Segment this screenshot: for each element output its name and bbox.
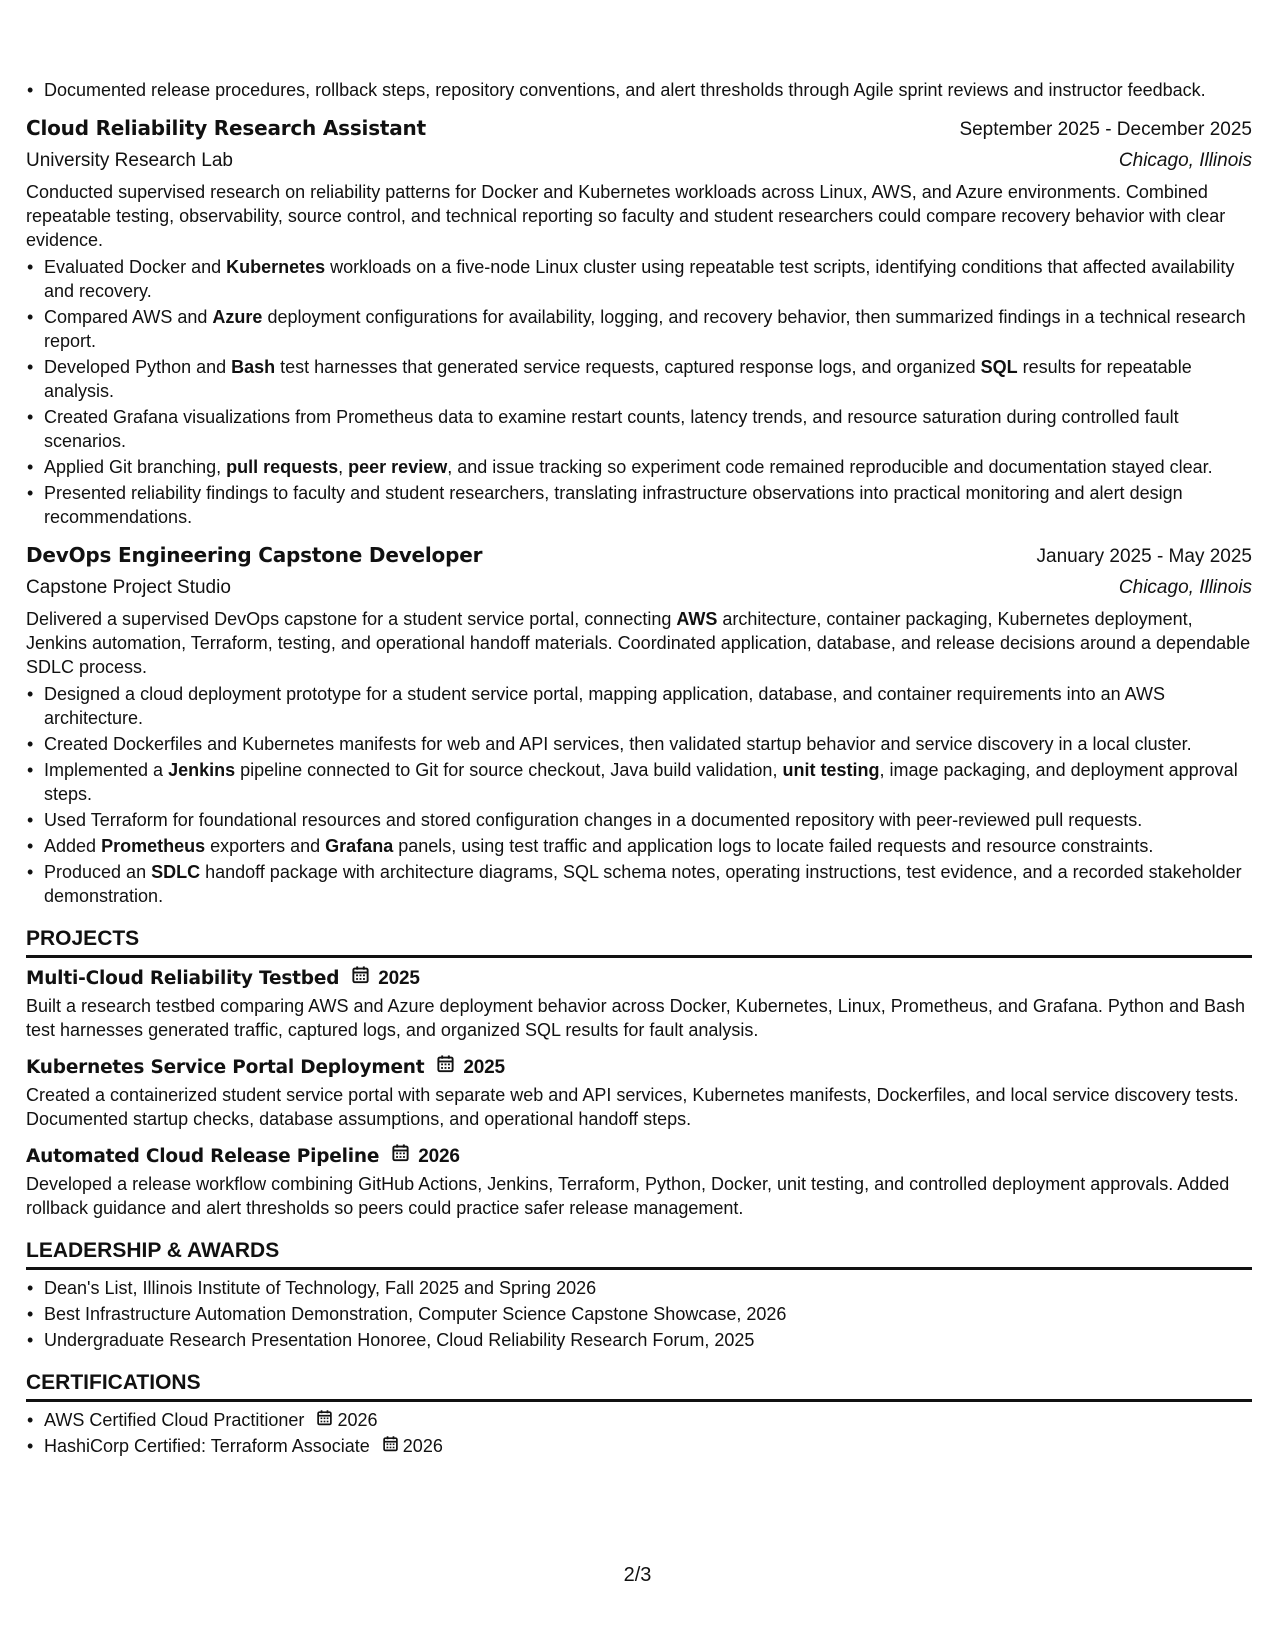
certification-item bbox=[26, 1408, 1252, 1432]
experience-continued-bullets bbox=[26, 78, 1252, 102]
bullet-item: • Evaluated Docker and Kubernetes workloads on a five-node Linux cluster using repeatable test scripts, identifying conditions that affected availability and recovery. bbox=[26, 255, 1252, 303]
project-year: 2025 bbox=[378, 968, 420, 989]
bullet-item: • Presented reliability findings to faculty and student researchers, translating infrastructure observations into practical monitoring and alert design recommendations. bbox=[26, 481, 1252, 529]
emphasized-term: Kubernetes bbox=[226, 257, 326, 277]
certification-name: HashiCorp Certified: Terraform Associate bbox=[44, 1436, 370, 1456]
bullet-item: • Used Terraform for foundational resources and stored configuration changes in a documented repository with peer-reviewed pull requests. bbox=[26, 808, 1252, 832]
project-year: 2026 bbox=[418, 1146, 460, 1167]
emphasized-term: AWS bbox=[676, 609, 718, 629]
job-bullets bbox=[26, 682, 1252, 908]
certification-year: 2026 bbox=[337, 1410, 378, 1430]
job-summary: Conducted supervised research on reliability patterns for Docker and Kubernetes workloads across Linux, AWS, and Azure environments. Combined repeatable testing, observability, source control, and technical reporting so faculty and student researchers could compare recovery behavior with clear evidence. bbox=[26, 182, 1226, 250]
resume-page bbox=[26, 78, 1252, 1460]
project-entry bbox=[26, 1053, 1252, 1131]
experience-list bbox=[26, 112, 1252, 908]
project-name: Automated Cloud Release Pipeline bbox=[26, 1146, 380, 1167]
bullet-item: • Produced an SDLC handoff package with architecture diagrams, SQL schema notes, operating instructions, test evidence, and a recorded stakeholder demonstration. bbox=[26, 860, 1252, 908]
job-bullets bbox=[26, 255, 1252, 529]
job-summary: Delivered a supervised DevOps capstone for a student service portal, connecting AWS architecture, container packaging, Kubernetes deployment, Jenkins automation, Terraform, testing, and operational handoff materials. Coordinated application, database, and release decisions around a dependable SDLC process. bbox=[26, 609, 1251, 677]
award-item: • Best Infrastructure Automation Demonstration, Computer Science Capstone Showcase, 2026 bbox=[26, 1302, 1252, 1326]
certification-year: 2026 bbox=[402, 1436, 443, 1456]
certification-name: AWS Certified Cloud Practitioner bbox=[44, 1410, 305, 1430]
project-description: Built a research testbed comparing AWS and Azure deployment behavior across Docker, Kubernetes, Linux, Prometheus, and Grafana. Python and Bash test harnesses generated traffic, captured logs, and organized SQL results for fault analysis. bbox=[26, 996, 1246, 1040]
bullet-item: • Documented release procedures, rollback steps, repository conventions, and alert thresholds through Agile sprint reviews and instructor feedback. bbox=[26, 78, 1252, 102]
emphasized-term: SQL bbox=[980, 357, 1018, 377]
award-item: • Undergraduate Research Presentation Honoree, Cloud Reliability Research Forum, 2025 bbox=[26, 1328, 1252, 1352]
job-dates: September 2025 - December 2025 bbox=[959, 119, 1252, 140]
job-entry bbox=[26, 112, 1252, 529]
job-subheader bbox=[26, 146, 1252, 176]
section-title: PROJECTS bbox=[26, 923, 1252, 958]
calendar-icon bbox=[382, 1434, 399, 1458]
job-header bbox=[26, 112, 1252, 146]
bullet-item: • Compared AWS and Azure deployment configurations for availability, logging, and recovery behavior, then summarized findings in a technical research report. bbox=[26, 305, 1252, 353]
certification-date bbox=[370, 1434, 443, 1458]
project-year: 2025 bbox=[463, 1057, 505, 1078]
bullet-item: • Applied Git branching, pull requests, peer review, and issue tracking so experiment code remained reproducible and documentation stayed clear. bbox=[26, 455, 1252, 479]
page-number: 2/3 bbox=[623, 1564, 652, 1586]
emphasized-term: pull requests bbox=[226, 457, 339, 477]
certification-item bbox=[26, 1434, 1252, 1458]
job-title: Cloud Reliability Research Assistant bbox=[26, 116, 426, 140]
certifications-section bbox=[26, 1367, 1252, 1458]
project-name: Multi-Cloud Reliability Testbed bbox=[26, 968, 340, 989]
bullet-item: • Created Dockerfiles and Kubernetes manifests for web and API services, then validated startup behavior and service discovery in a local cluster. bbox=[26, 732, 1252, 756]
calendar-icon bbox=[316, 1408, 333, 1432]
location: Chicago, Illinois bbox=[1118, 577, 1252, 598]
project-description: Created a containerized student service portal with separate web and API services, Kubernetes manifests, Dockerfiles, and local service discovery tests. Documented startup checks, database assumptions, and operational handoff steps. bbox=[26, 1085, 1239, 1129]
project-header bbox=[26, 1142, 1252, 1172]
bullet-item: • Implemented a Jenkins pipeline connected to Git for source checkout, Java build validation, unit testing, image packaging, and deployment approval steps. bbox=[26, 758, 1252, 806]
job-header bbox=[26, 539, 1252, 573]
project-list bbox=[26, 964, 1252, 1220]
location: Chicago, Illinois bbox=[1118, 150, 1252, 171]
project-name: Kubernetes Service Portal Deployment bbox=[26, 1057, 425, 1078]
leadership-section bbox=[26, 1235, 1252, 1352]
project-entry bbox=[26, 964, 1252, 1042]
emphasized-term: unit testing bbox=[782, 760, 880, 780]
emphasized-term: Bash bbox=[231, 357, 276, 377]
project-header bbox=[26, 964, 1252, 994]
projects-section bbox=[26, 923, 1252, 1220]
section-title: LEADERSHIP & AWARDS bbox=[26, 1235, 1252, 1270]
emphasized-term: peer review bbox=[348, 457, 448, 477]
job-dates: January 2025 - May 2025 bbox=[1036, 546, 1252, 567]
calendar-icon bbox=[351, 964, 370, 994]
emphasized-term: Jenkins bbox=[168, 760, 236, 780]
emphasized-term: SDLC bbox=[151, 862, 201, 882]
certification-date bbox=[304, 1408, 377, 1432]
certification-list bbox=[26, 1408, 1252, 1458]
award-item: • Dean's List, Illinois Institute of Technology, Fall 2025 and Spring 2026 bbox=[26, 1276, 1252, 1300]
calendar-icon bbox=[436, 1053, 455, 1083]
award-list bbox=[26, 1276, 1252, 1352]
section-title: CERTIFICATIONS bbox=[26, 1367, 1252, 1402]
job-subheader bbox=[26, 573, 1252, 603]
bullet-item: • Added Prometheus exporters and Grafana panels, using test traffic and application logs to locate failed requests and resource constraints. bbox=[26, 834, 1252, 858]
emphasized-term: Azure bbox=[212, 307, 263, 327]
bullet-item: • Designed a cloud deployment prototype for a student service portal, mapping application, database, and container requirements into an AWS architecture. bbox=[26, 682, 1252, 730]
emphasized-term: Prometheus bbox=[101, 836, 206, 856]
organization: Capstone Project Studio bbox=[26, 577, 231, 598]
bullet-item: • Developed Python and Bash test harnesses that generated service requests, captured response logs, and organized SQL results for repeatable analysis. bbox=[26, 355, 1252, 403]
project-description: Developed a release workflow combining GitHub Actions, Jenkins, Terraform, Python, Docker, unit testing, and controlled deployment approvals. Added rollback guidance and alert thresholds so peers could practice safer release management. bbox=[26, 1174, 1230, 1218]
emphasized-term: Grafana bbox=[325, 836, 394, 856]
job-title: DevOps Engineering Capstone Developer bbox=[26, 543, 483, 567]
organization: University Research Lab bbox=[26, 150, 233, 171]
project-header bbox=[26, 1053, 1252, 1083]
project-entry bbox=[26, 1142, 1252, 1220]
bullet-item: • Created Grafana visualizations from Prometheus data to examine restart counts, latency trends, and resource saturation during controlled fault scenarios. bbox=[26, 405, 1252, 453]
job-entry bbox=[26, 539, 1252, 908]
calendar-icon bbox=[391, 1142, 410, 1172]
